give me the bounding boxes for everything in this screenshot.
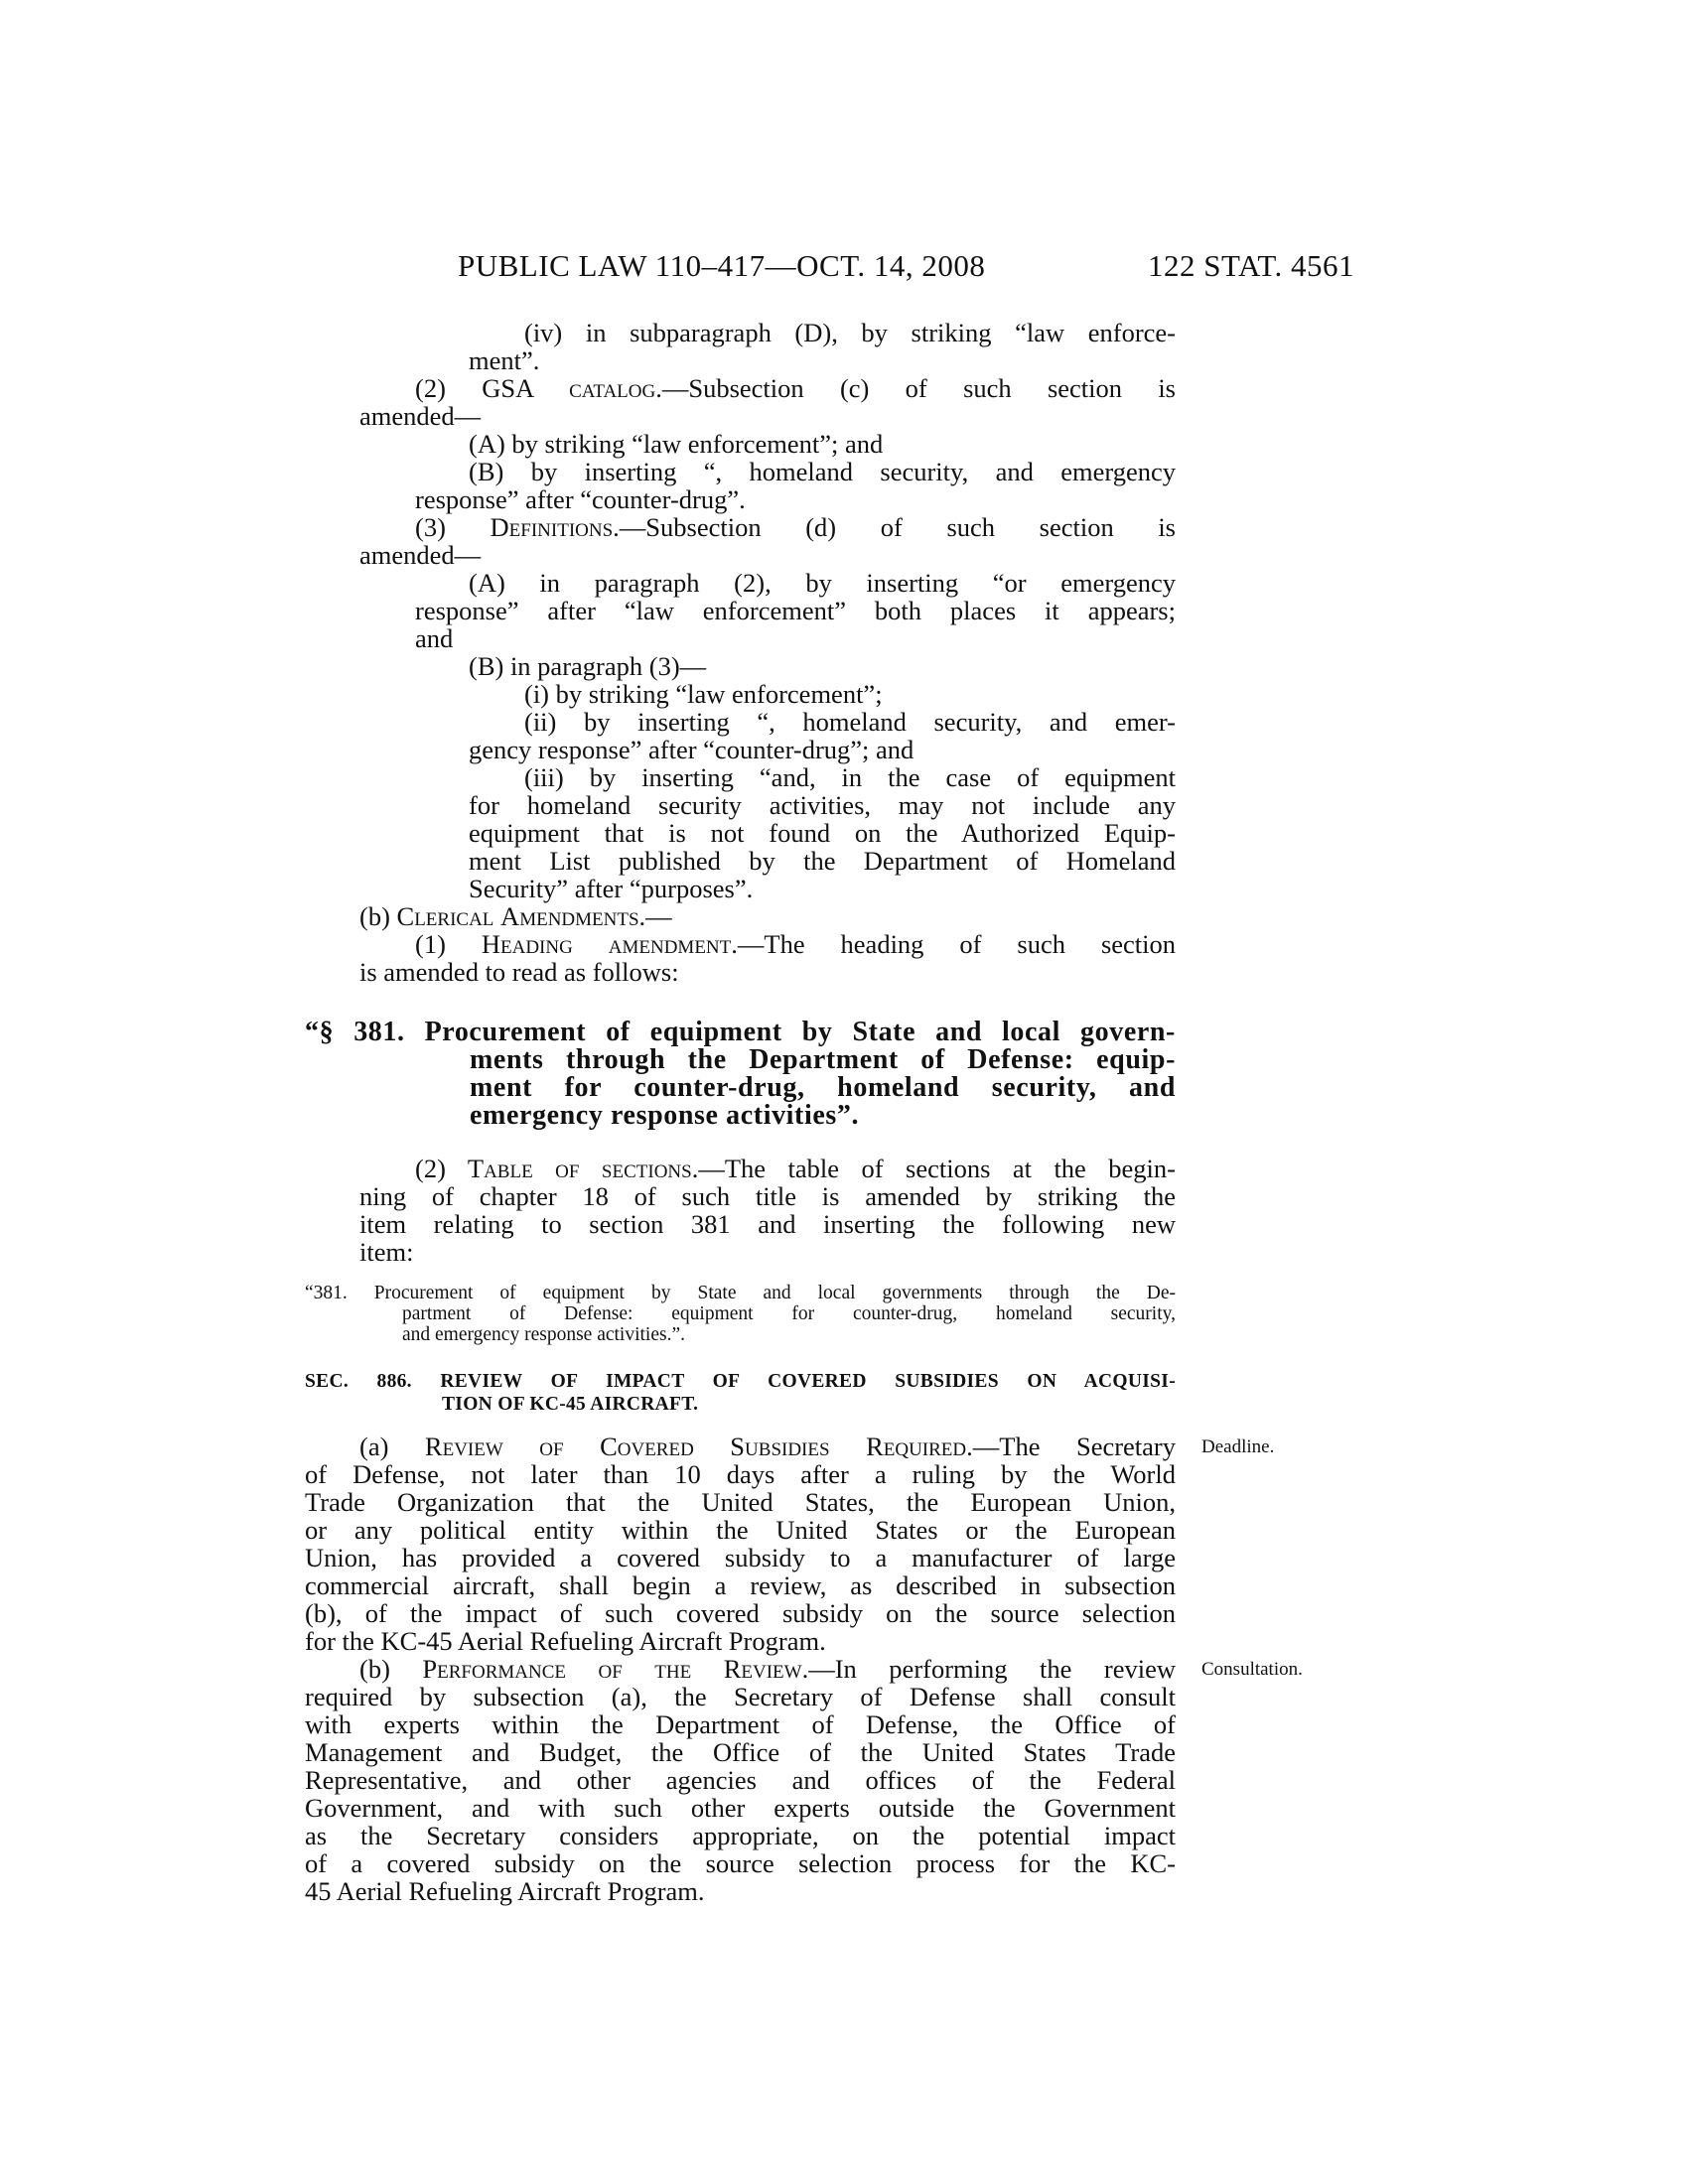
text-line: response” after “law enforcement” both places it appears; <box>415 596 1176 625</box>
table-of-sections-item: and emergency response activities.”. <box>402 1324 685 1345</box>
text-run: .—The Secretary <box>966 1432 1177 1461</box>
text-line: (iv) in subparagraph (D), by striking “law enforce- <box>524 318 1176 347</box>
paragraph-2-table-of-sections <box>415 1155 1176 1182</box>
text-run: able of sections <box>484 1154 692 1183</box>
table-of-sections-item: partment of Defense: equipment for counter-drug, homeland security, <box>402 1303 1176 1324</box>
text-line: of Defense, not later than 10 days after a ruling by the World <box>305 1459 1176 1489</box>
text-run: A <box>500 901 520 931</box>
text-line: (B) by inserting “, homeland security, and emergency <box>469 457 1176 486</box>
text-line: with experts within the Department of Defense, the Office of <box>305 1709 1176 1739</box>
text-line: is amended to read as follows: <box>359 957 679 987</box>
subsection-b-clerical-amendments <box>359 902 672 930</box>
text-run: lerical <box>414 901 501 931</box>
text-line: Trade Organization that the United States, the European Union, <box>305 1487 1176 1517</box>
text-run: (b) P <box>359 1654 438 1684</box>
text-run: mendments <box>519 901 639 931</box>
text-line: ment List published by the Department of Homeland <box>469 846 1176 876</box>
text-line: (b), of the impact of such covered subsidy on the source selection <box>305 1598 1176 1628</box>
text-line: as the Secretary considers appropriate, on the potential impact <box>305 1821 1176 1850</box>
text-run: eview <box>741 1654 802 1684</box>
section-886-heading: SEC. 886. REVIEW OF IMPACT OF COVERED SUBSIDIES ON ACQUISI- <box>305 1371 1176 1392</box>
paragraph-2-gsa-catalog <box>415 374 1176 402</box>
text-run: (2) GSA <box>415 373 570 403</box>
section-381-heading: “§ 381. Procurement of equipment by State and local govern- <box>305 1017 1176 1047</box>
paragraph-1-heading-amendment <box>415 930 1176 958</box>
text-run: ubsidies <box>745 1432 867 1461</box>
text-line: (i) by striking “law enforcement”; <box>524 679 883 709</box>
subsection-b-performance-of-review <box>359 1655 1176 1683</box>
text-run: efinitions <box>508 512 614 542</box>
text-run: .—Subsection (d) of such section is <box>613 512 1176 542</box>
text-line: Union, has provided a covered subsidy to a manufacturer of large <box>305 1543 1176 1572</box>
paragraph-3-definitions <box>415 513 1176 541</box>
text-line: (iii) by inserting “and, in the case of equipment <box>524 762 1176 792</box>
text-line: for the KC-45 Aerial Refueling Aircraft Program. <box>305 1626 826 1656</box>
text-line: and <box>415 623 454 653</box>
text-run: (3) D <box>415 512 509 542</box>
text-line: Government, and with such other experts outside the Government <box>305 1793 1176 1823</box>
text-run: (a) R <box>359 1432 443 1461</box>
text-line: ning of chapter 18 of such title is amended by striking the <box>359 1181 1176 1211</box>
text-line: (ii) by inserting “, homeland security, and emer- <box>524 707 1176 737</box>
subsection-a-review-required <box>359 1433 1176 1460</box>
text-line: gency response” after “counter-drug”; and <box>469 735 914 764</box>
section-381-heading: ment for counter-drug, homeland security, and <box>470 1072 1176 1103</box>
text-line: (A) in paragraph (2), by inserting “or emergency <box>469 568 1176 598</box>
text-run: overed <box>617 1432 731 1461</box>
text-line: response” after “counter-drug”. <box>415 484 746 514</box>
text-run: (1) H <box>415 929 500 959</box>
text-line: commercial aircraft, shall begin a review, as described in subsection <box>305 1570 1176 1600</box>
text-line: Management and Budget, the Office of the United States Trade <box>305 1737 1176 1767</box>
running-header-stat: 122 STAT. 4561 <box>1148 248 1355 283</box>
text-run: (2) T <box>415 1154 485 1183</box>
text-run: eview of <box>442 1432 601 1461</box>
section-381-heading: ments through the Department of Defense: equip- <box>470 1044 1176 1075</box>
text-line: Representative, and other agencies and offices of the Federal <box>305 1765 1176 1795</box>
text-run: .—Subsection (c) of such section is <box>655 373 1176 403</box>
text-line: equipment that is not found on the Authorized Equip- <box>469 818 1176 848</box>
text-line: item relating to section 381 and inserting the following new <box>359 1209 1176 1239</box>
text-line: amended— <box>359 401 482 431</box>
text-line: Security” after “purposes”. <box>469 874 754 903</box>
text-run: S <box>730 1432 746 1461</box>
text-line: (B) in paragraph (3)— <box>469 651 707 681</box>
text-line: 45 Aerial Refueling Aircraft Program. <box>305 1876 705 1906</box>
text-run: (b) C <box>359 901 415 931</box>
text-line: required by subsection (a), the Secretary of Defense shall consult <box>305 1682 1176 1711</box>
text-run: C <box>600 1432 618 1461</box>
text-run: .— <box>638 901 672 931</box>
text-run: eading amendment <box>500 929 732 959</box>
text-run: catalog <box>569 373 656 403</box>
margin-note-consultation: Consultation. <box>1201 1659 1303 1680</box>
section-886-heading: TION OF KC-45 AIRCRAFT. <box>442 1394 699 1415</box>
text-line: item: <box>359 1237 414 1267</box>
text-line: for homeland security activities, may not include any <box>469 790 1176 820</box>
text-run: R <box>723 1654 742 1684</box>
text-line: amended— <box>359 540 482 570</box>
section-381-heading: emergency response activities”. <box>470 1100 860 1131</box>
text-line: of a covered subsidy on the source selection process for the KC- <box>305 1848 1176 1878</box>
table-of-sections-item: “381. Procurement of equipment by State and local governments through the De- <box>305 1283 1176 1303</box>
margin-note-deadline: Deadline. <box>1201 1436 1275 1457</box>
text-run: equired <box>883 1432 967 1461</box>
text-run: .—The table of sections at the begin- <box>691 1154 1176 1183</box>
text-line: or any political entity within the United States or the European <box>305 1515 1176 1545</box>
text-run: R <box>866 1432 884 1461</box>
running-header-law: PUBLIC LAW 110–417—OCT. 14, 2008 <box>458 248 986 283</box>
text-run: .—In performing the review <box>801 1654 1176 1684</box>
text-run: .—The heading of such section <box>731 929 1176 959</box>
text-line: (A) by striking “law enforcement”; and <box>469 429 884 459</box>
text-line: ment”. <box>469 345 540 375</box>
text-run: erformance of the <box>437 1654 724 1684</box>
